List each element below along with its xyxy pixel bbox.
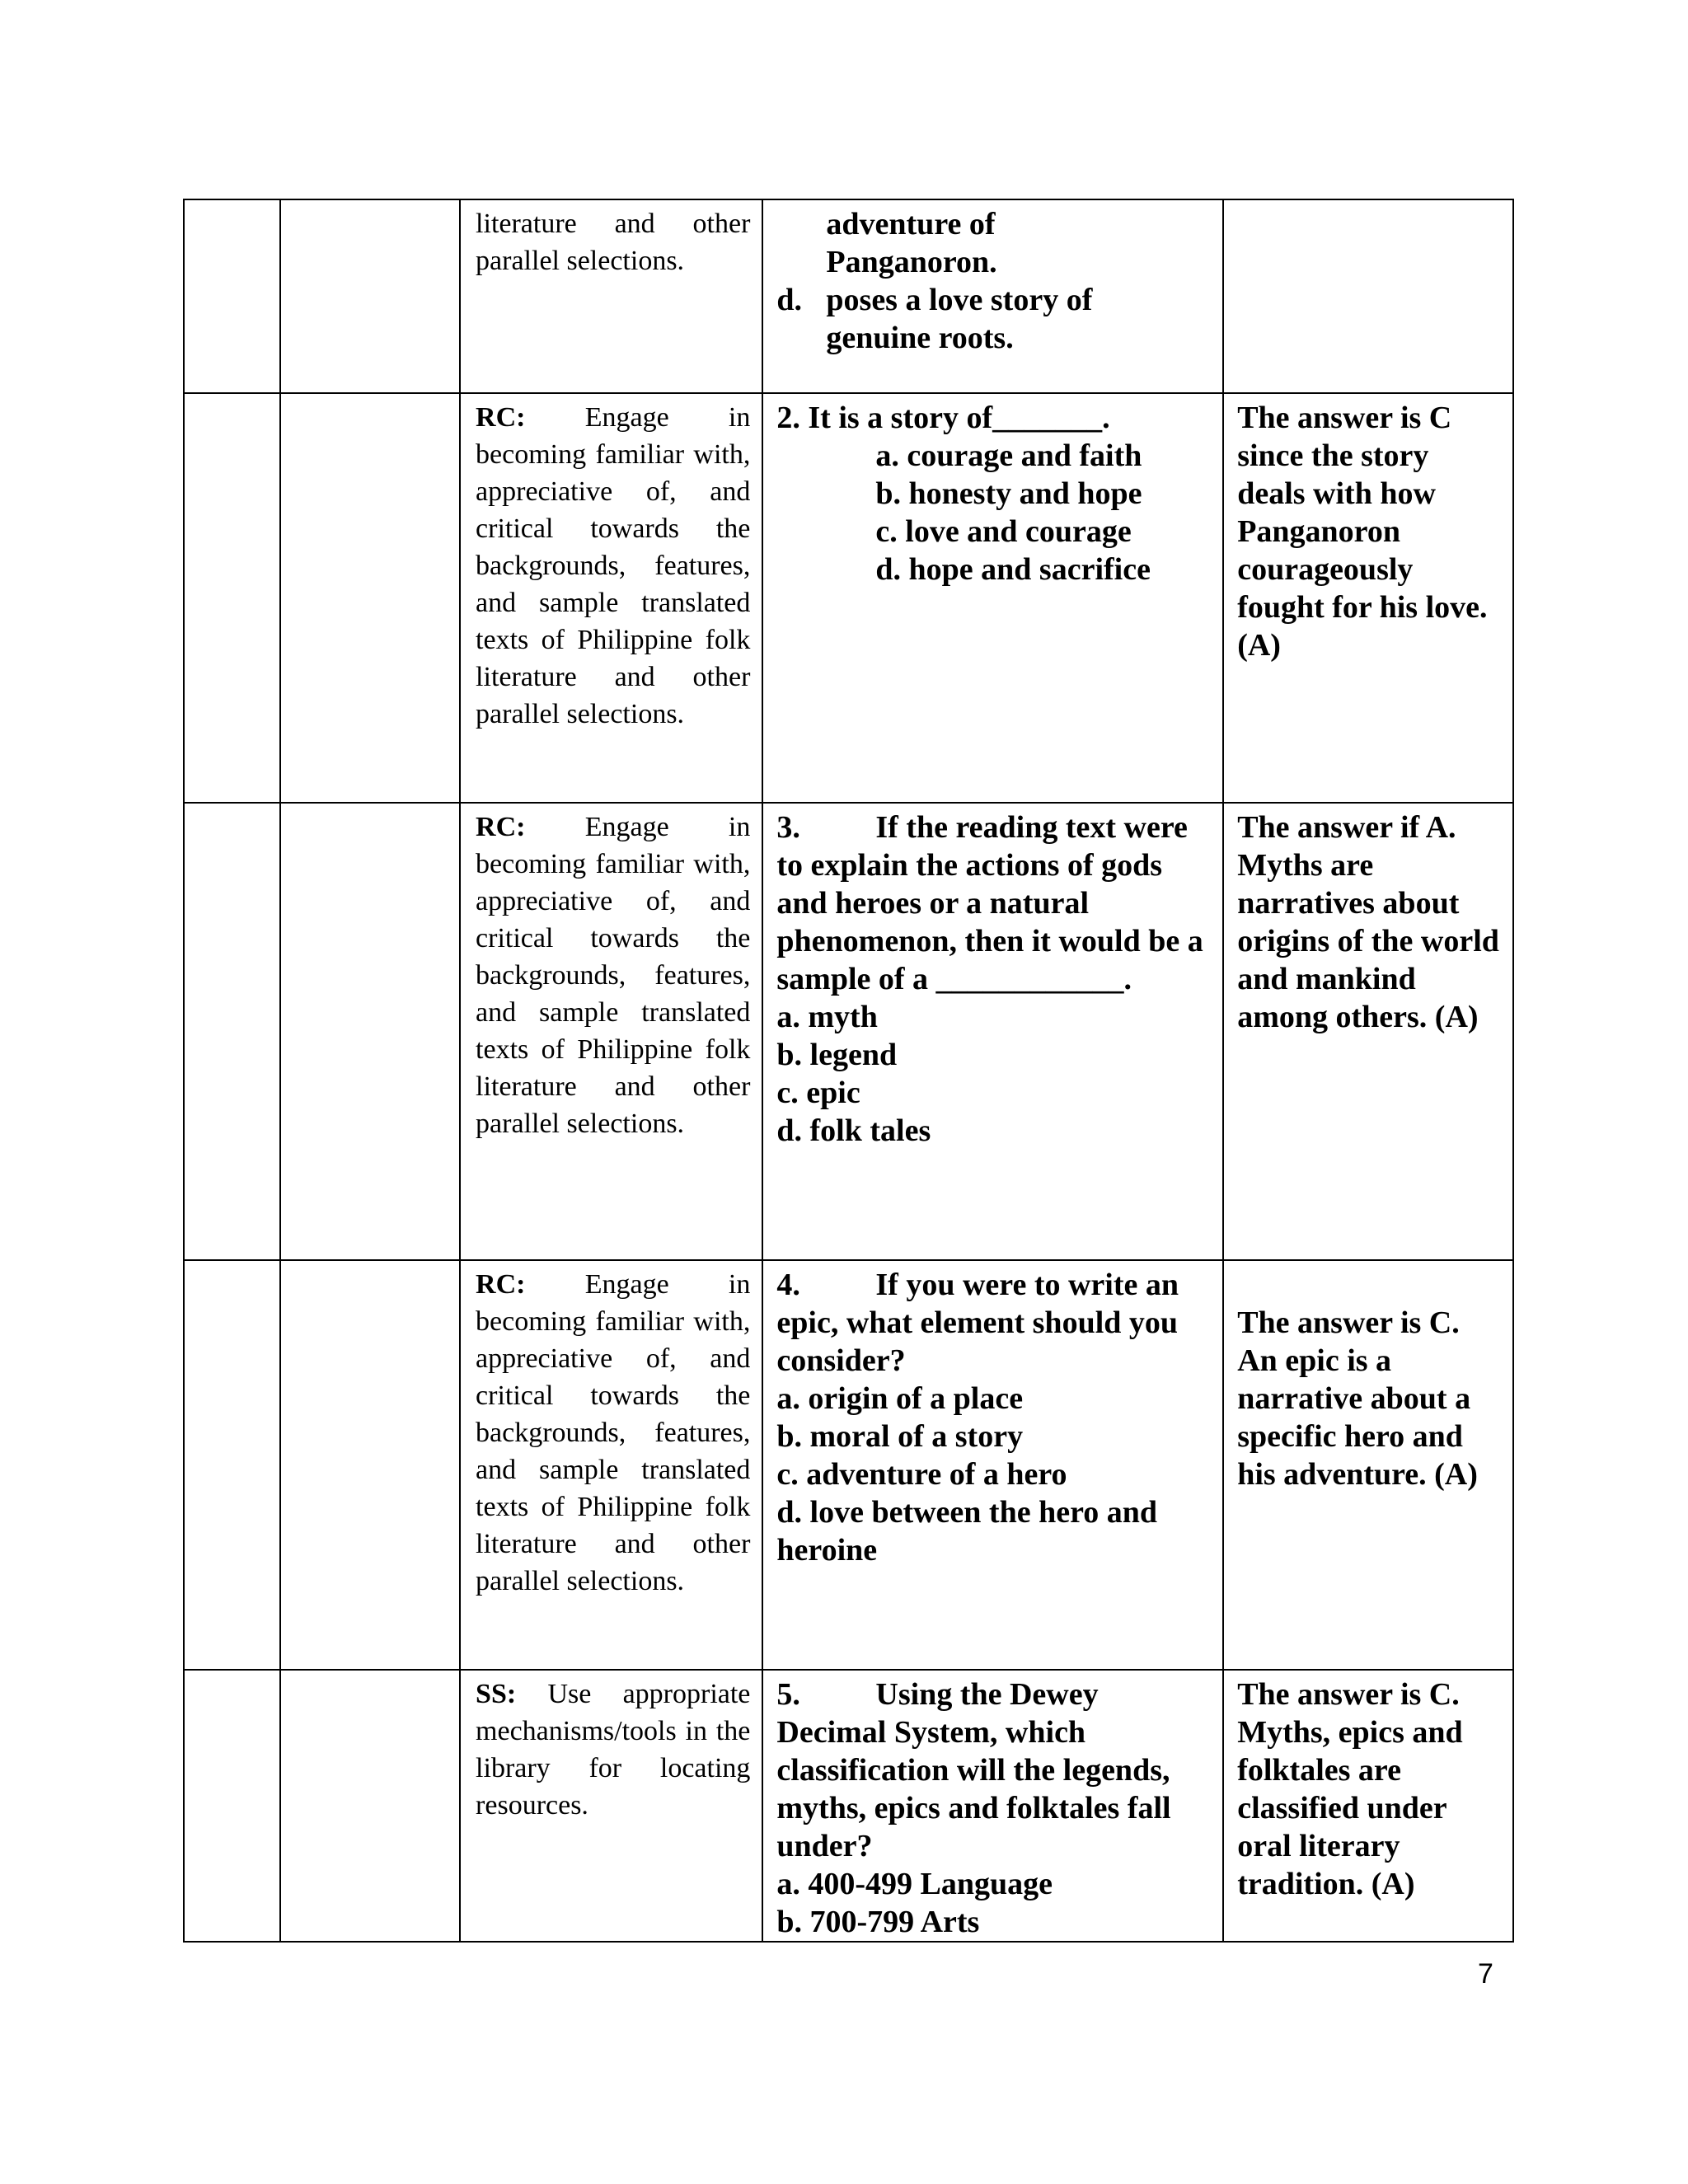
option-c: c. epic [776,1076,860,1110]
option-d: d. folk tales [776,1113,931,1148]
empty-cell [280,1670,460,1942]
question-cell [762,1260,1223,1670]
competency-text: Use appropriate mechanisms/tools in the library for locating resources. [476,1679,751,1821]
answer-text: The answer is C since the story deals with how Panganoron courageously fought for his love. (A) [1237,401,1488,663]
competency-tag: RC: [476,402,526,433]
answer-text: The answer is C. An epic is a narrative about a specific hero and his adventure. (A) [1237,1305,1478,1492]
table-row [184,199,1513,393]
table-row [184,1260,1513,1670]
question-cell [762,393,1223,803]
competency-tag: RC: [476,812,526,842]
empty-cell [184,1670,280,1942]
answer-text: The answer is C. Myths, epics and folktales are classified under oral literary tradition. (A) [1237,1677,1463,1901]
question-cell [762,199,1223,393]
question-number: 4. [776,1268,800,1302]
assessment-table [183,199,1514,1943]
competency-cell [460,803,762,1260]
competency-cell [460,393,762,803]
question-cell [762,803,1223,1260]
question-stem [776,808,1209,998]
question-stem: 2. It is a story of_______. [776,401,1110,435]
question-text: Using the Dewey Decimal System, which classification will the legends, myths, epics and folktales fall under? [776,1677,1171,1863]
empty-cell [184,1260,280,1670]
answer-text: The answer if A. Myths are narratives about origins of the world and mankind among others. (A) [1237,810,1499,1034]
question-stem [776,1675,1209,1865]
option-c: c. love and courage [875,514,1132,549]
empty-cell [280,803,460,1260]
question-stem [776,1266,1209,1380]
competency-cell [460,199,762,393]
option-text [826,281,1092,357]
table-row [184,803,1513,1260]
question-continuation-line: adventure of [826,207,996,241]
competency-cell [460,1260,762,1670]
empty-cell [184,199,280,393]
option-a: a. origin of a place [776,1381,1024,1416]
question-number: 3. [776,810,800,845]
competency-cell [460,1670,762,1942]
answer-cell [1223,1670,1513,1942]
question-number: 5. [776,1677,800,1712]
empty-cell [184,393,280,803]
table-row [184,393,1513,803]
answer-cell [1223,199,1513,393]
option-d [776,281,1209,357]
option-line: poses a love story of [826,283,1093,317]
option-a: a. 400-499 Language [776,1867,1053,1901]
question-continuation-line: Panganoron. [826,245,997,279]
answer-cell [1223,1260,1513,1670]
question-cell [762,1670,1223,1942]
page-number: 7 [1478,1958,1493,1990]
option-label: d. [776,283,803,317]
option-a: a. courage and faith [875,438,1142,473]
competency-tag: RC: [476,1269,526,1300]
empty-cell [280,393,460,803]
option-d: d. love between the hero and heroine [776,1495,1158,1568]
question-text: If you were to write an epic, what element should you consider? [776,1268,1179,1378]
competency-text: Engage in becoming familiar with, appreciative of, and critical towards the backgrounds, features, and sample translated texts of Philippine folk literature and other parallel selections. [476,812,751,1139]
competency-text: Engage in becoming familiar with, appreciative of, and critical towards the backgrounds, features, and sample translated texts of Philippine folk literature and other parallel selections. [476,1269,751,1596]
competency-text: Engage in becoming familiar with, appreciative of, and critical towards the backgrounds, features, and sample translated texts of Philippine folk literature and other parallel selections. [476,402,751,729]
empty-cell [280,1260,460,1670]
option-b: b. legend [776,1038,898,1072]
empty-cell [280,199,460,393]
option-c: c. adventure of a hero [776,1457,1067,1492]
option-b: b. honesty and hope [875,476,1142,511]
empty-cell [184,803,280,1260]
option-d: d. hope and sacrifice [875,552,1151,587]
option-line: genuine roots. [826,321,1014,355]
option-b: b. 700-799 Arts [776,1905,980,1939]
question-text: If the reading text were to explain the actions of gods and heroes or a natural phenomenon, then it would be a sample of a ____________. [776,810,1203,996]
competency-tag: SS: [476,1679,517,1709]
answer-cell [1223,393,1513,803]
table-row [184,1670,1513,1942]
option-b: b. moral of a story [776,1419,1024,1454]
competency-text: literature and other parallel selections. [476,209,751,276]
option-a: a. myth [776,1000,878,1034]
answer-cell [1223,803,1513,1260]
